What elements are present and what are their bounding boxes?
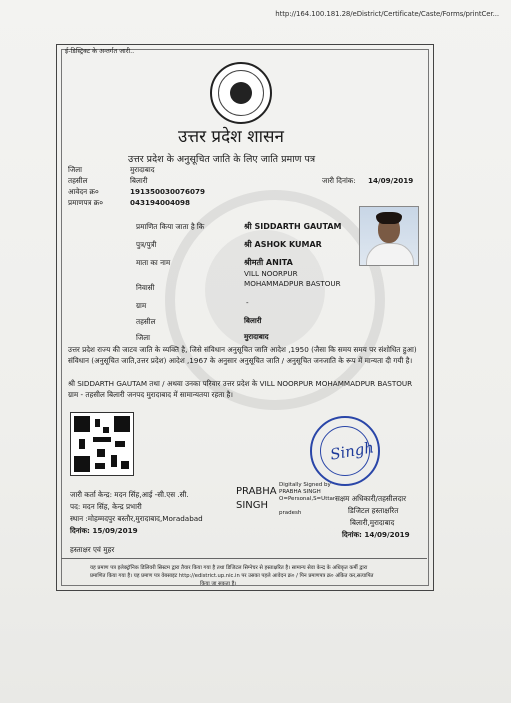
field-label: निवासी [136, 283, 155, 292]
up-government-seal-icon [210, 62, 272, 124]
footer-line: यह प्रमाण पत्र इलेक्ट्रॉनिक डिलिवरी सिस्टम द्वारा तैयार किया गया है तथा डिजिटल सिग्नेचर से हस्ताक्षरित है। सामान्य सेवा केन्द्र के अधिकृत कर्मी द्वारा [90, 565, 368, 571]
footer-line: प्रमाणित किया गया है। यह प्रमाण पत्र वेबसाइट http://edistrict.up.nic.in पर उसका पहले आवेदन क्र० / पिन प्रमाणपत्र क्र० अंकित कर,सत्यापित [90, 573, 374, 579]
digital-sign-note: O=Personal,S=Uttar [279, 496, 336, 502]
authority-line: सक्षम अधिकारी/तहसीलदार [335, 494, 407, 503]
digital-sign-note: pradesh [279, 510, 302, 516]
mother-name: श्रीमती ANITA [244, 258, 293, 267]
meta-value: बिलारी [130, 176, 148, 185]
authority-date: दिनांक: 14/09/2019 [342, 530, 410, 539]
header-note: ई-डिस्ट्रिक्ट के अन्तर्गत जारी.. [65, 47, 135, 55]
field-label: पुत्र/पुत्री [136, 240, 157, 249]
certificate-number: 043194004098 [130, 198, 191, 207]
field-label: तहसील [136, 317, 156, 326]
signature-note: हस्ताक्षर एवं मुहर [70, 545, 115, 554]
meta-value: मुरादाबाद [130, 165, 155, 174]
issuer-date: दिनांक: 15/09/2019 [70, 526, 138, 535]
issuer-line: पद: मदन सिंह, केन्द्र प्रभारी [70, 502, 142, 511]
page-subtitle: उत्तर प्रदेश के अनुसूचित जाति के लिए जाति प्रमाण पत्र [128, 154, 316, 165]
field-label: ग्राम [136, 301, 147, 310]
field-label: माता का नाम [136, 258, 171, 267]
footer-divider [61, 558, 427, 559]
qr-code-icon [70, 412, 134, 476]
digital-sign-note: Digitally Signed by [279, 482, 331, 488]
field-label: प्रमाणित किया जाता है कि [136, 222, 205, 231]
applicant-name: श्री SIDDARTH GAUTAM [244, 222, 342, 231]
url-header: http://164.100.181.28/eDistrict/Certificate/Caste/Forms/printCer... [275, 10, 499, 18]
issuer-line: जारी कर्ता केन्द्र: मदन सिंह,आई -सी.एस .सी. [70, 490, 189, 499]
residence-address: VILL NOORPUR MOHAMMADPUR BASTOUR [244, 269, 341, 288]
issuer-line: स्थान :मोहम्मदपुर बस्तौर,मुरादाबाद,Moradabad [70, 514, 203, 523]
meta-label: प्रमाणपत्र क्र० [68, 198, 104, 207]
authority-line: बिलारी,मुरादाबाद [350, 518, 395, 527]
application-number: 191350030076079 [130, 187, 206, 196]
applicant-photo [359, 206, 419, 266]
village-value: - [246, 298, 249, 307]
digital-sign-note: PRABHA SINGH [279, 489, 321, 495]
meta-label: आवेदन क्र० [68, 187, 99, 196]
officer-signature: Singh [328, 438, 376, 464]
signer-name-line2: SINGH [236, 500, 269, 511]
page-title: उत्तर प्रदेश शासन [178, 127, 284, 147]
authority-line: डिजिटल हस्ताक्षरित [348, 506, 399, 515]
district-value: मुरादाबाद [244, 332, 269, 341]
father-name: श्री ASHOK KUMAR [244, 240, 322, 249]
footer-line: किया जा सकता है। [200, 581, 237, 587]
residence-declaration: श्री SIDDARTH GAUTAM तथा / अथवा उनका परिवार उत्तर प्रदेश के VILL NOORPUR MOHAMMADPUR BASTOUR ग्राम - तहसील बिलारी जनपद मुरादाबाद में सामान्यतया रहता है। [68, 379, 413, 399]
meta-label: तहसील [68, 176, 88, 185]
field-label: जिला [136, 333, 150, 342]
meta-label: जिला [68, 165, 82, 174]
caste-declaration: उत्तर प्रदेश राज्य की जाटव जाति के व्यक्ति है, जिसे संविधान अनुसूचित जाति आदेश ,1950 (जैसा कि समय समय पर संशोधित हुआ) संविधान (अनुसूचित जाति,उत्तर प्रदेश) आदेश ,1967 के अनुसार अनुसूचित जाति / अनुसूचित जनजाति के रूप में मान्यता दी गयी है। [68, 345, 417, 365]
tehsil-value: बिलारी [244, 316, 262, 325]
issue-date: 14/09/2019 [368, 176, 414, 185]
signer-name-line1: PRABHA [236, 486, 277, 497]
issue-date-label: जारी दिनांक: [322, 176, 356, 185]
